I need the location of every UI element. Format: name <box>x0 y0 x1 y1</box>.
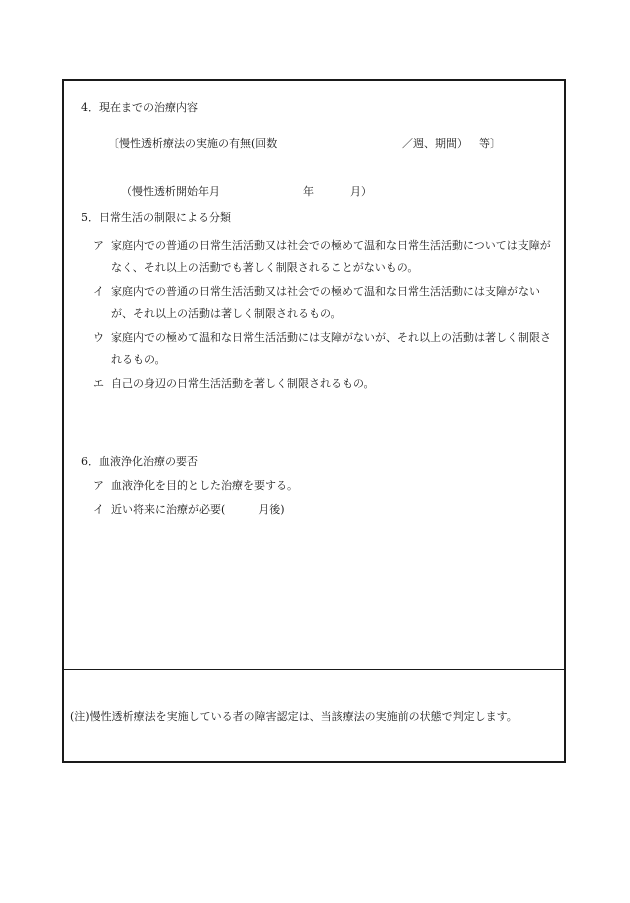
item-text: 血液浄化を目的とした治療を要する。 <box>111 479 298 492</box>
section5-heading: 5．日常生活の制限による分類 <box>81 211 231 224</box>
item-marker: エ <box>93 377 104 390</box>
etc-label: 等〕 <box>479 137 501 150</box>
classification-item-i <box>93 281 561 325</box>
classification-item-e <box>93 373 561 395</box>
start-month-label: 月） <box>350 185 372 198</box>
item-marker: ア <box>93 479 104 492</box>
item-text: 近い将来に治療が必要( 月後) <box>111 503 285 516</box>
item-marker: ア <box>93 239 104 252</box>
classification-item-u <box>93 327 561 371</box>
blood-purification-item-a <box>93 475 561 497</box>
dialysis-frequency-label: 〔慢性透析療法の実施の有無(回数 <box>108 137 278 150</box>
item-text: 自己の身辺の日常生活活動を著しく制限されるもの。 <box>111 377 375 390</box>
item-marker: イ <box>93 503 104 516</box>
item-marker: ウ <box>93 331 104 344</box>
classification-item-a <box>93 235 561 279</box>
start-year-label: 年 <box>303 185 314 198</box>
section6-heading: 6．血液浄化治療の要否 <box>81 455 198 468</box>
section-divider <box>64 669 564 670</box>
dialysis-start-label: （慢性透析開始年月 <box>121 185 220 198</box>
blood-purification-item-i <box>93 499 561 521</box>
footnote: (注)慢性透析療法を実施している者の障害認定は、当該療法の実施前の状態で判定します。 <box>70 710 518 723</box>
item-text: 家庭内での普通の日常生活活動又は社会での極めて温和な日常生活活動については支障がなく、それ以上の活動でも著しく制限されることがないもの。 <box>111 239 551 274</box>
item-marker: イ <box>93 285 104 298</box>
section4-heading: 4．現在までの治療内容 <box>81 101 198 114</box>
per-week-period-label: ／週、期間） <box>402 137 468 150</box>
certificate-form-box <box>62 79 566 763</box>
item-text: 家庭内での極めて温和な日常生活活動には支障がないが、それ以上の活動は著しく制限されるもの。 <box>111 331 551 366</box>
item-text: 家庭内での普通の日常生活活動又は社会での極めて温和な日常生活活動には支障がないが、それ以上の活動は著しく制限されるもの。 <box>111 285 540 320</box>
